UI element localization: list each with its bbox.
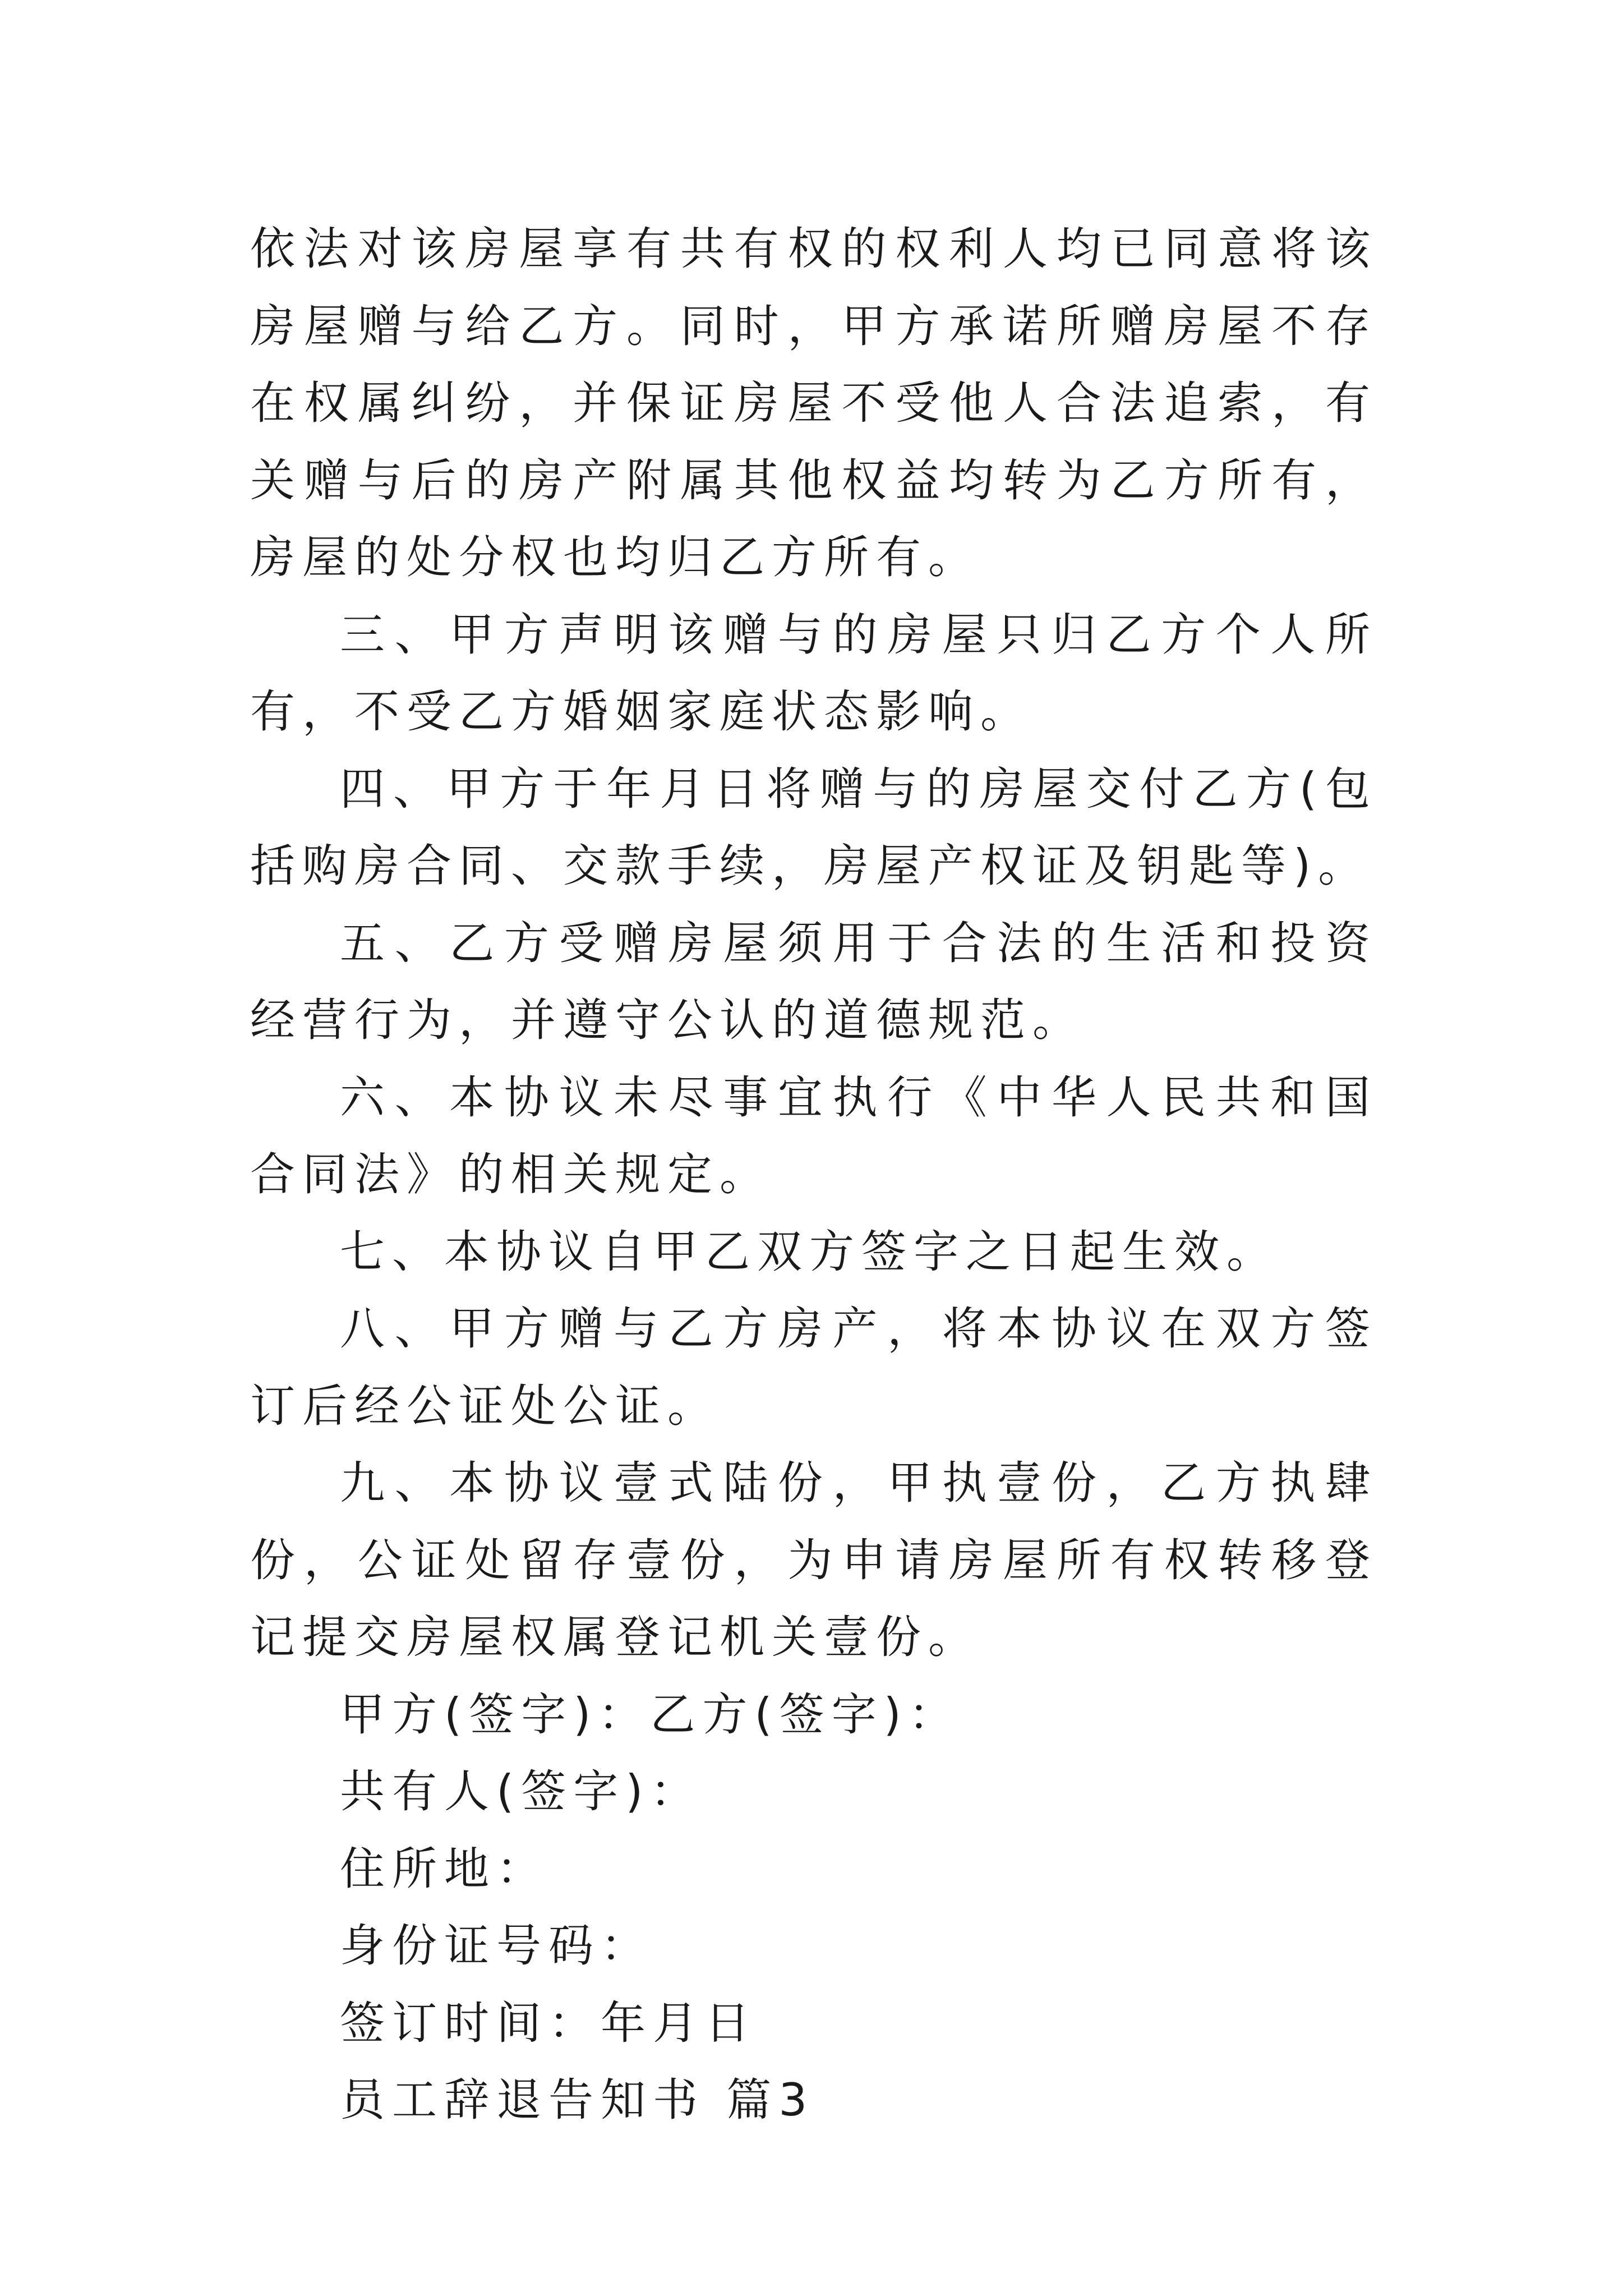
paragraph-clause-5: 五、乙方受赠房屋须用于合法的生活和投资经营行为，并遵守公认的道德规范。	[250, 917, 1377, 1046]
paragraph-continuation: 依法对该房屋享有共有权的权利人均已同意将该房屋赠与给乙方。同时，甲方承诺所赠房屋不存在权属纠纷，并保证房屋不受他人合法追索，有关赠与后的房产附属其他权益均转为乙方所有，房屋的处分权也均归乙方所有。	[250, 223, 1377, 583]
section-heading: 员工辞退告知书 篇3	[340, 2074, 815, 2126]
id-number-line: 身份证号码：	[340, 1920, 653, 1972]
signature-line-co-owner: 共有人(签字)：	[340, 1765, 703, 1818]
paragraph-clause-9: 九、本协议壹式陆份，甲执壹份，乙方执肆份，公证处留存壹份，为申请房屋所有权转移登记提交房屋权属登记机关壹份。	[250, 1457, 1377, 1663]
paragraph-clause-8: 八、甲方赠与乙方房产，将本协议在双方签订后经公证处公证。	[250, 1303, 1377, 1432]
address-line: 住所地：	[340, 1842, 548, 1895]
paragraph-clause-6: 六、本协议未尽事宜执行《中华人民共和国合同法》的相关规定。	[250, 1071, 1377, 1200]
paragraph-clause-4: 四、甲方于年月日将赠与的房屋交付乙方(包括购房合同、交款手续，房屋产权证及钥匙等)。	[250, 762, 1377, 892]
paragraph-clause-3: 三、甲方声明该赠与的房屋只归乙方个人所有，不受乙方婚姻家庭状态影响。	[250, 608, 1377, 738]
signing-date-line: 签订时间：年月日	[340, 1996, 757, 2049]
signature-line-parties: 甲方(签字)：乙方(签字)：	[340, 1688, 961, 1741]
paragraph-clause-7: 七、本协议自甲乙双方签字之日起生效。	[340, 1225, 1279, 1278]
document-body	[250, 210, 1377, 2139]
